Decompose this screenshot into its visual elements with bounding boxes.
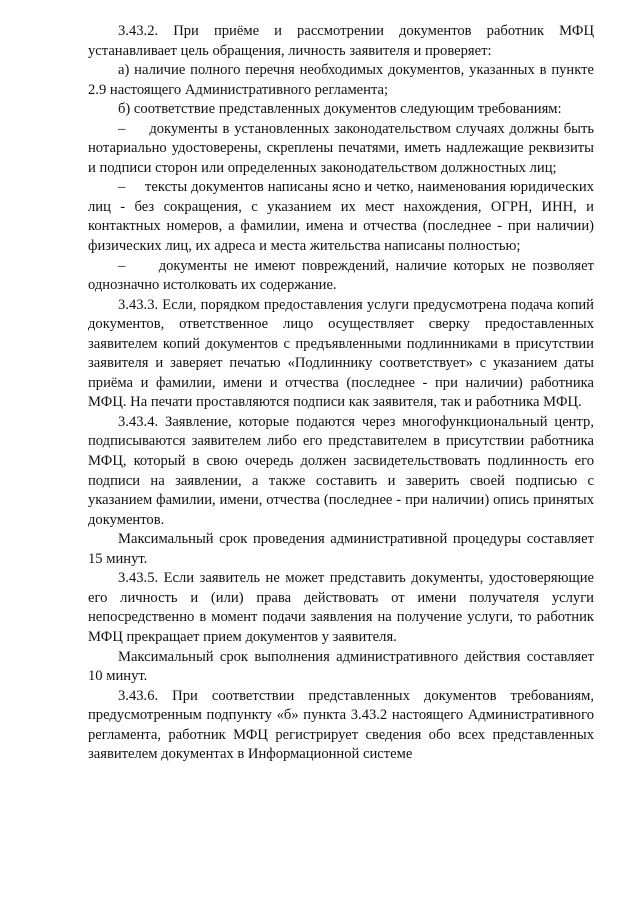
list-item-legible: – тексты документов написаны ясно и четко, наименования юридических лиц - без сокращения, с указанием их мест нахождения, ОГРН, ИНН, и контактных номеров, а фамилии, имена и отчества (последнее - при наличии) физических лиц, их адреса и места жительства написаны полностью; (88, 179, 594, 255)
paragraph-3-43-4: 3.43.4. Заявление, которые подаются через многофункциональный центр, подписываются заявителем либо его представителем в присутствии работника МФЦ, который в свою очередь должен засвидетельствовать подлинность его подписи на заявлении, а также составить и заверить своей подписью с указанием фамилии, имени, отчества (последнее - при наличии) опись принятых документов. (88, 413, 594, 528)
paragraph-item-b: б) соответствие представленных документов следующим требованиям: (118, 101, 562, 118)
list-item-undamaged: – документы не имеют повреждений, наличие которых не позволяет однозначно истолковать их содержание. (88, 257, 594, 294)
paragraph-max-time-10: Максимальный срок выполнения административного действия составляет 10 минут. (88, 648, 594, 685)
paragraph-max-time-15: Максимальный срок проведения административной процедуры составляет 15 минут. (88, 531, 594, 567)
paragraph-3-43-3: 3.43.3. Если, порядком предоставления услуги предусмотрена подача копий документов, ответственное лицо осуществляет сверку предоставленных заявителем копий документов с предъявленными подлинниками в присутствии заявителя и заверяет печатью «Подлиннику соответствует» с указанием даты приёма и фамилии, имени и отчества (последнее - при наличии) работника МФЦ. На печати проставляются подписи как заявителя, так и работника МФЦ. (88, 296, 594, 411)
paragraph-3-43-5: 3.43.5. Если заявитель не может представить документы, удостоверяющие его личность и (или) права действовать от имени получателя услуги непосредственно в момент подачи заявления на получение услуги, то работник МФЦ прекращает прием документов у заявителя. (88, 570, 594, 645)
list-item-notarized: – документы в установленных законодательством случаях должны быть нотариально удостоверены, скреплены печатями, иметь надлежащие реквизиты и подписи сторон или определенных законодательством должностных лиц; (88, 120, 594, 176)
paragraph-item-a: а) наличие полного перечня необходимых документов, указанных в пункте 2.9 настоящего Административного регламента; (88, 62, 594, 98)
paragraph-3-43-6: 3.43.6. При соответствии представленных документов требованиям, предусмотренным подпункту «б» пункта 3.43.2 настоящего Административного регламента, работник МФЦ регистрирует сведения обо всех представленных заявителем документах в Информационной системе (88, 687, 594, 763)
paragraph-3-43-2: 3.43.2. При приёме и рассмотрении документов работник МФЦ устанавливает цель обращения, личность заявителя и проверяет: (88, 23, 594, 59)
